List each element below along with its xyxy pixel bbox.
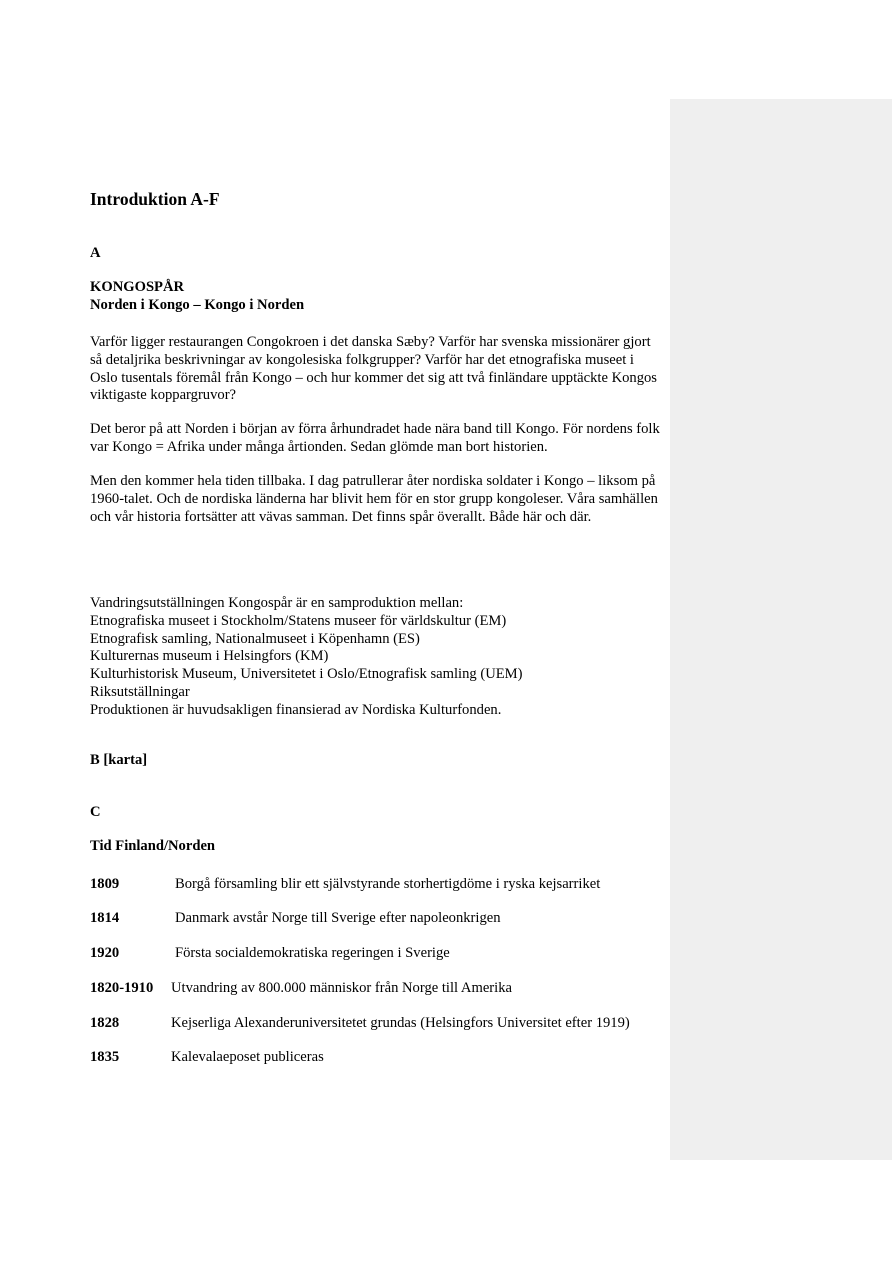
timeline-row bbox=[90, 910, 501, 927]
timeline-year: 1820-1910 bbox=[90, 980, 154, 996]
credits-block bbox=[90, 595, 665, 720]
credits-line: Kulturhistorisk Museum, Universitetet i Oslo/Etnografisk samling (UEM) bbox=[90, 666, 523, 683]
intro-paragraph-1 bbox=[90, 334, 665, 405]
timeline-row bbox=[90, 1049, 324, 1066]
credits-line: Etnografiska museet i Stockholm/Statens museer för världskultur (EM) bbox=[90, 612, 507, 629]
document-title: Introduktion A-F bbox=[90, 189, 220, 209]
section-a-heading: KONGOSPÅR bbox=[90, 279, 185, 295]
timeline-text: Danmark avstår Norge till Sverige efter napoleonkrigen bbox=[175, 910, 501, 926]
timeline-row bbox=[90, 945, 450, 962]
timeline-row bbox=[90, 1015, 630, 1032]
credits-line: Produktionen är huvudsakligen finansierad av Nordiska Kulturfonden. bbox=[90, 701, 502, 718]
comment-margin-panel bbox=[670, 99, 892, 1160]
timeline-text: Första socialdemokratiska regeringen i Sverige bbox=[175, 945, 450, 961]
section-c-letter: C bbox=[90, 804, 101, 820]
paragraph-text: Varför ligger restaurangen Congokroen i det danska Sæby? Varför har svenska missionärer gjort så detaljrika beskrivningar av kongolesiska folkgrupper? Varför har det etnografiska museet i Oslo tusentals föremål från Kongo – och hur kommer det sig att två finländare upptäckte Kongos viktigaste koppargruvor? bbox=[90, 334, 657, 404]
timeline-year: 1809 bbox=[90, 876, 120, 892]
timeline-text: Utvandring av 800.000 människor från Norge till Amerika bbox=[171, 980, 512, 996]
timeline-year: 1835 bbox=[90, 1049, 120, 1065]
section-a-subheading: Norden i Kongo – Kongo i Norden bbox=[90, 297, 305, 313]
timeline-year: 1920 bbox=[90, 945, 120, 961]
timeline-row bbox=[90, 876, 601, 893]
paragraph-text: Det beror på att Norden i början av förra århundradet hade nära band till Kongo. För nordens folk var Kongo = Afrika under många årtionden. Sedan glömde man bort historien. bbox=[90, 421, 660, 455]
credits-line: Vandringsutställningen Kongospår är en samproduktion mellan: bbox=[90, 595, 464, 611]
credits-line: Etnografisk samling, Nationalmuseet i Köpenhamn (ES) bbox=[90, 630, 420, 647]
timeline-year: 1828 bbox=[90, 1015, 120, 1031]
section-b-heading: B [karta] bbox=[90, 752, 148, 768]
timeline-text: Kejserliga Alexanderuniversitetet grundas (Helsingfors Universitet efter 1919) bbox=[171, 1015, 630, 1031]
paragraph-text: Men den kommer hela tiden tillbaka. I dag patrullerar åter nordiska soldater i Kongo – liksom på 1960-talet. Och de nordiska länderna har blivit hem för en stor grupp kongoleser. Våra samhällen och vår historia fortsätter att vävas samman. Det finns spår överallt. Både här och där. bbox=[90, 473, 658, 525]
section-a-letter: A bbox=[90, 245, 101, 261]
timeline-text: Borgå församling blir ett självstyrande storhertigdöme i ryska kejsarriket bbox=[175, 876, 601, 892]
intro-paragraph-3 bbox=[90, 473, 665, 526]
intro-paragraph-2 bbox=[90, 421, 665, 457]
credits-line: Riksutställningar bbox=[90, 683, 190, 700]
credits-line: Kulturernas museum i Helsingfors (KM) bbox=[90, 648, 329, 665]
timeline-year: 1814 bbox=[90, 910, 120, 926]
timeline-row bbox=[90, 980, 512, 997]
timeline-text: Kalevalaeposet publiceras bbox=[171, 1049, 324, 1065]
section-c-heading: Tid Finland/Norden bbox=[90, 838, 216, 854]
